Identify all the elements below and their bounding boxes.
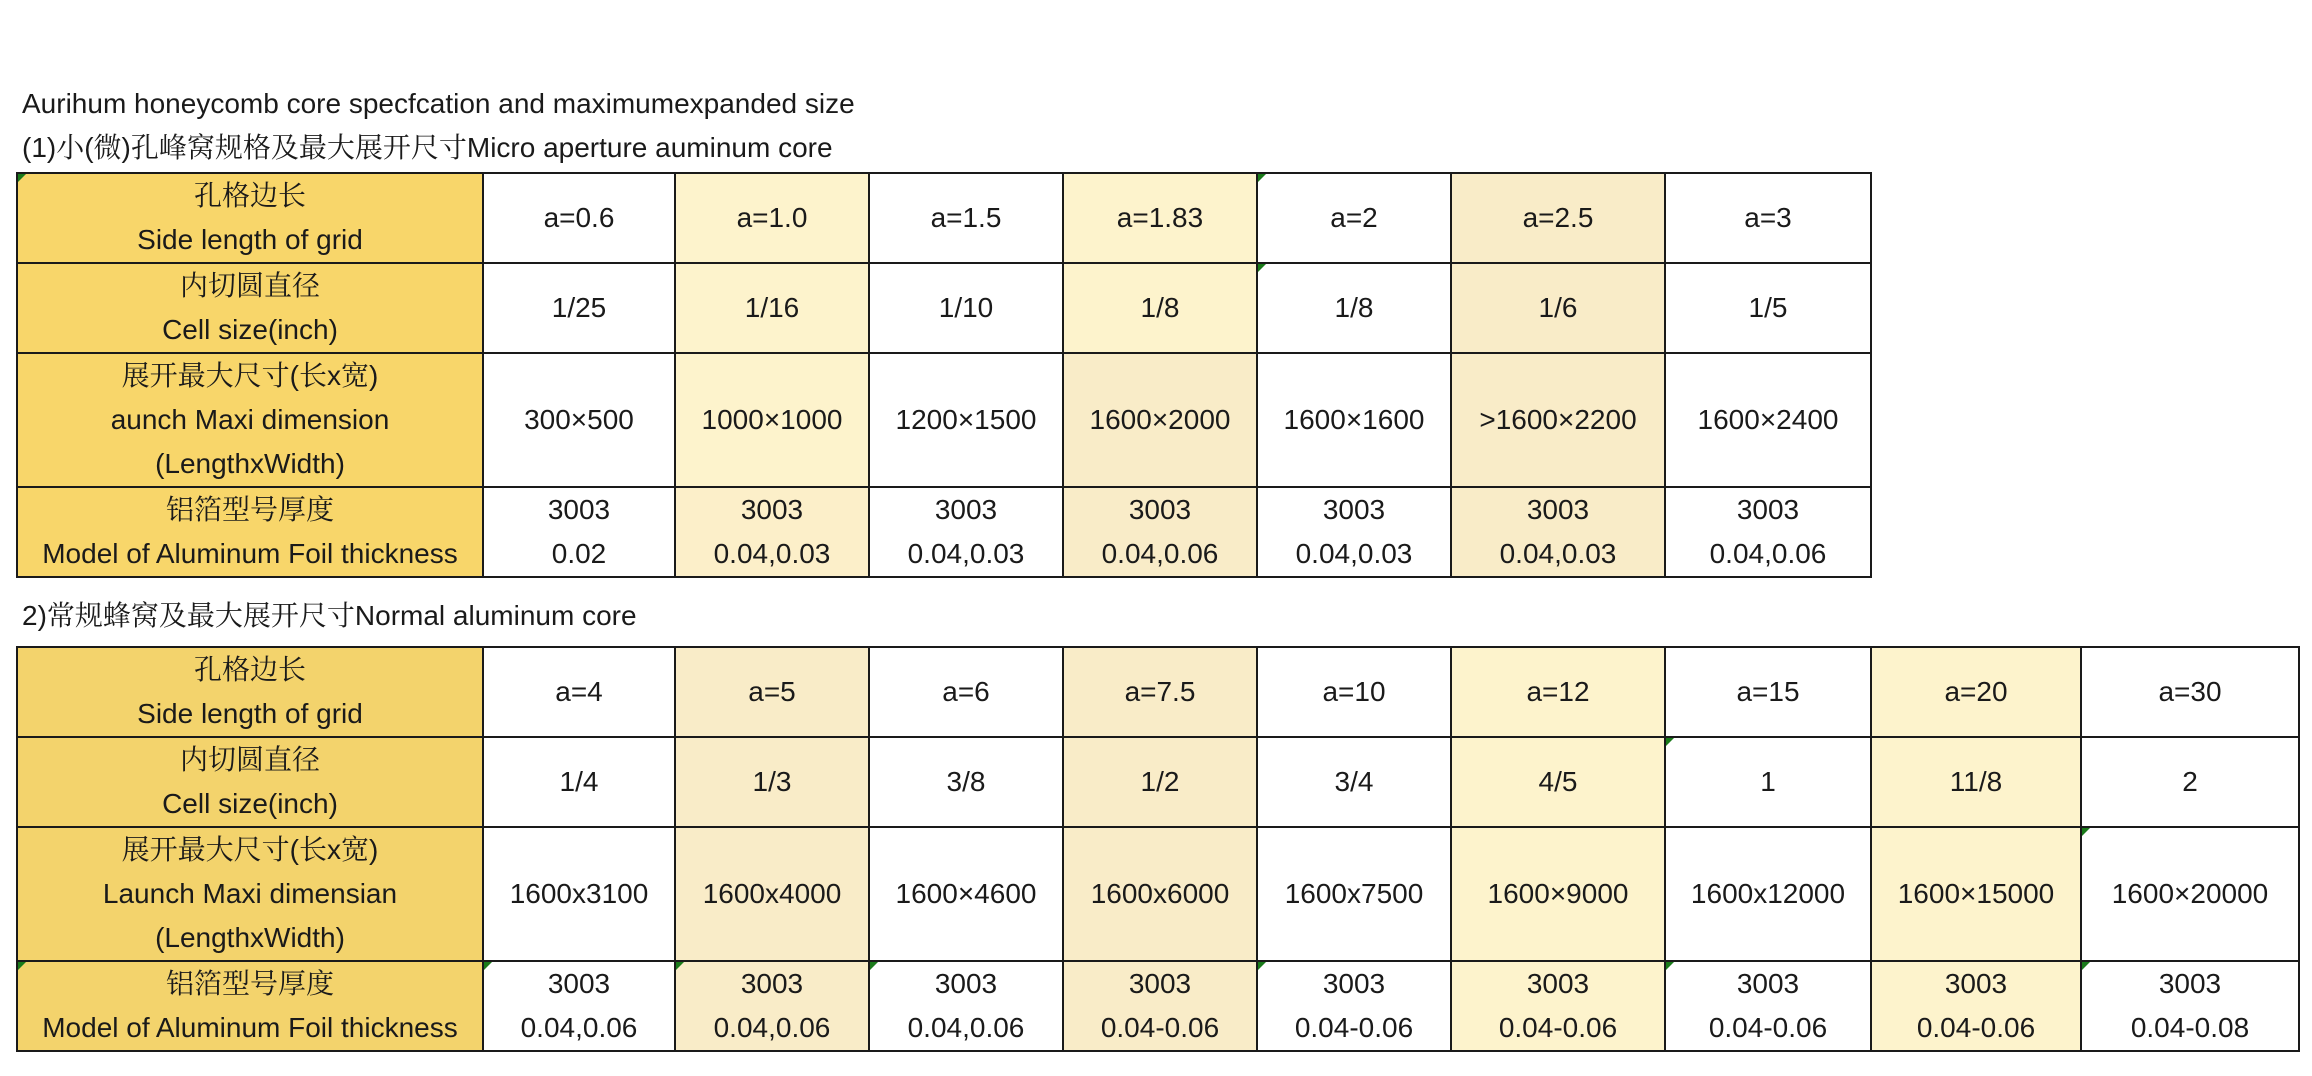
cell-value: a=2.5 (1522, 202, 1594, 233)
cell-value: 0.04,0.03 (907, 538, 1025, 569)
table-cell (483, 647, 675, 737)
cell-value: 3003 (1736, 494, 1800, 525)
cell-value: 1600x3100 (509, 878, 649, 909)
cell-value: 3003 (740, 968, 804, 999)
cell-value: 11/8 (1949, 766, 2003, 797)
table-cell (675, 737, 869, 827)
row-side-length (17, 173, 1871, 263)
header-line: 铝箔型号厚度 (165, 494, 334, 525)
table-cell (1665, 827, 1871, 961)
table-cell (1063, 487, 1257, 577)
header-line: aunch Maxi dimension (110, 404, 390, 435)
cell-value: 1600×1600 (1283, 404, 1425, 435)
header-line: 展开最大尺寸(长x宽) (121, 834, 379, 865)
row-header-foil-thickness (17, 487, 483, 577)
table-cell (2081, 827, 2299, 961)
cell-value: 0.04-0.06 (1498, 1012, 1618, 1043)
cell-value: 1600×15000 (1897, 878, 2055, 909)
table-cell (869, 961, 1063, 1051)
table-cell (1451, 647, 1665, 737)
cell-value: 0.04,0.03 (1295, 538, 1413, 569)
table-cell (1257, 353, 1451, 487)
table-cell (1665, 737, 1871, 827)
row-foil-thickness (17, 487, 1871, 577)
cell-value: 1/8 (1140, 292, 1180, 323)
header-line: 内切圆直径 (179, 744, 320, 775)
cell-value: a=7.5 (1124, 676, 1196, 707)
header-line: Side length of grid (137, 224, 363, 255)
table-cell (1257, 173, 1451, 263)
row-foil-thickness (17, 961, 2299, 1051)
table-cell (1451, 827, 1665, 961)
cell-value: 0.02 (551, 538, 607, 569)
table-cell (675, 263, 869, 353)
table-cell (1871, 961, 2081, 1051)
cell-value: 1/16 (744, 292, 800, 323)
cell-value: a=20 (1944, 676, 2008, 707)
table-cell (675, 353, 869, 487)
table-cell (1451, 263, 1665, 353)
cell-value: 3003 (740, 494, 804, 525)
table-cell (1257, 647, 1451, 737)
cell-value: 0.04,0.03 (713, 538, 831, 569)
cell-value: 300×500 (524, 404, 634, 435)
cell-value: 0.04-0.06 (1708, 1012, 1828, 1043)
table-cell (1871, 827, 2081, 961)
cell-value: 3003 (1526, 968, 1590, 999)
cell-value: 2 (2182, 766, 2198, 797)
header-line: 内切圆直径 (179, 270, 320, 301)
section1-heading: (1)小(微)孔峰窝规格及最大展开尺寸Micro aperture auminum core (22, 132, 833, 163)
cell-value: 3003 (1736, 968, 1800, 999)
table-cell (1063, 737, 1257, 827)
table-cell (2081, 647, 2299, 737)
cell-value: 1/2 (1140, 766, 1180, 797)
header-line: Launch Maxi dimensian (102, 878, 398, 909)
cell-value: a=15 (1736, 676, 1800, 707)
cell-value: 0.04-0.08 (2130, 1012, 2250, 1043)
header-line: Side length of grid (137, 698, 363, 729)
table-cell (1665, 961, 1871, 1051)
cell-value: 3003 (1944, 968, 2008, 999)
table-cell (1257, 737, 1451, 827)
row-side-length (17, 647, 2299, 737)
table-cell (675, 827, 869, 961)
cell-value: 1600×4600 (895, 878, 1037, 909)
cell-value: 0.04,0.06 (1709, 538, 1827, 569)
cell-value: 3003 (1322, 494, 1386, 525)
row-cell-size (17, 263, 1871, 353)
header-line: 铝箔型号厚度 (165, 968, 334, 999)
table-cell (1063, 961, 1257, 1051)
cell-value: 1600×2400 (1697, 404, 1839, 435)
header-line: (LengthxWidth) (155, 922, 345, 953)
table-cell (869, 647, 1063, 737)
table-cell (483, 353, 675, 487)
table-cell (1451, 487, 1665, 577)
table-cell (1257, 961, 1451, 1051)
table-cell (483, 961, 675, 1051)
table-cell (1665, 353, 1871, 487)
table-cell (1257, 827, 1451, 961)
table-cell (1063, 173, 1257, 263)
cell-value: 1/25 (551, 292, 607, 323)
row-header-cell-size (17, 737, 483, 827)
cell-value: 1600×2000 (1089, 404, 1231, 435)
cell-value: 1/10 (938, 292, 994, 323)
cell-value: 1200×1500 (895, 404, 1037, 435)
cell-value: 1600x7500 (1284, 878, 1424, 909)
cell-value: 0.04-0.06 (1294, 1012, 1414, 1043)
cell-value: 3003 (934, 494, 998, 525)
row-header-side-length (17, 647, 483, 737)
table-cell (675, 487, 869, 577)
cell-value: a=1.83 (1116, 202, 1204, 233)
table-cell (1063, 353, 1257, 487)
table-cell (483, 173, 675, 263)
header-line: Model of Aluminum Foil thickness (42, 1012, 458, 1043)
cell-value: 1600×9000 (1487, 878, 1629, 909)
cell-value: 1/4 (559, 766, 599, 797)
cell-value: 3/8 (946, 766, 986, 797)
table-cell (1257, 263, 1451, 353)
table-cell (483, 737, 675, 827)
cell-value: 1600×20000 (2111, 878, 2269, 909)
row-max-dimension (17, 827, 2299, 961)
table-cell (1871, 647, 2081, 737)
table-cell (675, 961, 869, 1051)
table-cell (1451, 353, 1665, 487)
cell-value: 1000×1000 (701, 404, 843, 435)
table-cell (1063, 827, 1257, 961)
cell-value: a=12 (1526, 676, 1590, 707)
cell-value: 3003 (934, 968, 998, 999)
cell-value: 0.04,0.03 (1499, 538, 1617, 569)
cell-value: a=1.0 (736, 202, 808, 233)
cell-value: 3003 (1128, 968, 1192, 999)
cell-value: 0.04,0.06 (520, 1012, 638, 1043)
cell-value: 4/5 (1538, 766, 1578, 797)
table-cell (1665, 263, 1871, 353)
row-max-dimension (17, 353, 1871, 487)
table-cell (1665, 647, 1871, 737)
cell-value: a=5 (748, 676, 796, 707)
table-cell (1665, 487, 1871, 577)
header-line: 孔格边长 (193, 654, 306, 685)
table-cell (1063, 647, 1257, 737)
header-line: 孔格边长 (193, 180, 306, 211)
cell-value: 3003 (1322, 968, 1386, 999)
table-cell (1257, 487, 1451, 577)
row-cell-size (17, 737, 2299, 827)
header-line: 展开最大尺寸(长x宽) (121, 360, 379, 391)
table-cell (483, 487, 675, 577)
table-cell (869, 487, 1063, 577)
table-cell (869, 737, 1063, 827)
table-cell (1451, 737, 1665, 827)
cell-value: a=3 (1744, 202, 1792, 233)
cell-value: 0.04-0.06 (1100, 1012, 1220, 1043)
table-cell (675, 647, 869, 737)
cell-value: 3/4 (1334, 766, 1374, 797)
header-line: Model of Aluminum Foil thickness (42, 538, 458, 569)
table-cell (869, 173, 1063, 263)
micro-aperture-spec-table (16, 172, 1872, 578)
row-header-max-dimension (17, 827, 483, 961)
cell-value: a=0.6 (543, 202, 615, 233)
cell-value: 1/6 (1538, 292, 1578, 323)
table-cell (1665, 173, 1871, 263)
cell-value: a=4 (555, 676, 603, 707)
cell-value: 3003 (1526, 494, 1590, 525)
header-line: Cell size(inch) (162, 314, 338, 345)
document-title: Aurihum honeycomb core specfcation and maximumexpanded size (22, 88, 855, 119)
row-header-side-length (17, 173, 483, 263)
cell-value: 3003 (547, 968, 611, 999)
cell-value: 0.04-0.06 (1916, 1012, 2036, 1043)
cell-value: 3003 (2158, 968, 2222, 999)
table-cell (869, 827, 1063, 961)
table-cell (2081, 737, 2299, 827)
table-cell (1063, 263, 1257, 353)
table-cell (2081, 961, 2299, 1051)
cell-value: 1/3 (752, 766, 792, 797)
cell-value: a=30 (2158, 676, 2222, 707)
row-header-foil-thickness (17, 961, 483, 1051)
cell-value: 1600x12000 (1690, 878, 1846, 909)
section2-heading: 2)常规蜂窝及最大展开尺寸Normal aluminum core (22, 600, 637, 631)
cell-value: 0.04,0.06 (907, 1012, 1025, 1043)
cell-value: 1/8 (1334, 292, 1374, 323)
table-cell (483, 827, 675, 961)
row-header-cell-size (17, 263, 483, 353)
cell-value: 1 (1760, 766, 1776, 797)
cell-value: a=1.5 (930, 202, 1002, 233)
cell-value: 1600x4000 (702, 878, 842, 909)
cell-value: 1/5 (1748, 292, 1788, 323)
cell-value: >1600×2200 (1479, 404, 1637, 435)
cell-value: 3003 (1128, 494, 1192, 525)
cell-value: a=10 (1322, 676, 1386, 707)
header-line: Cell size(inch) (162, 788, 338, 819)
cell-value: 3003 (547, 494, 611, 525)
table-cell (483, 263, 675, 353)
cell-value: 1600x6000 (1090, 878, 1230, 909)
table-cell (1451, 173, 1665, 263)
cell-value: a=6 (942, 676, 990, 707)
table-cell (1871, 737, 2081, 827)
table-cell (869, 263, 1063, 353)
table-cell (1451, 961, 1665, 1051)
normal-core-spec-table (16, 646, 2300, 1052)
header-line: (LengthxWidth) (155, 448, 345, 479)
cell-value: a=2 (1330, 202, 1378, 233)
row-header-max-dimension (17, 353, 483, 487)
cell-value: 0.04,0.06 (1101, 538, 1219, 569)
cell-value: 0.04,0.06 (713, 1012, 831, 1043)
table-cell (869, 353, 1063, 487)
table-cell (675, 173, 869, 263)
